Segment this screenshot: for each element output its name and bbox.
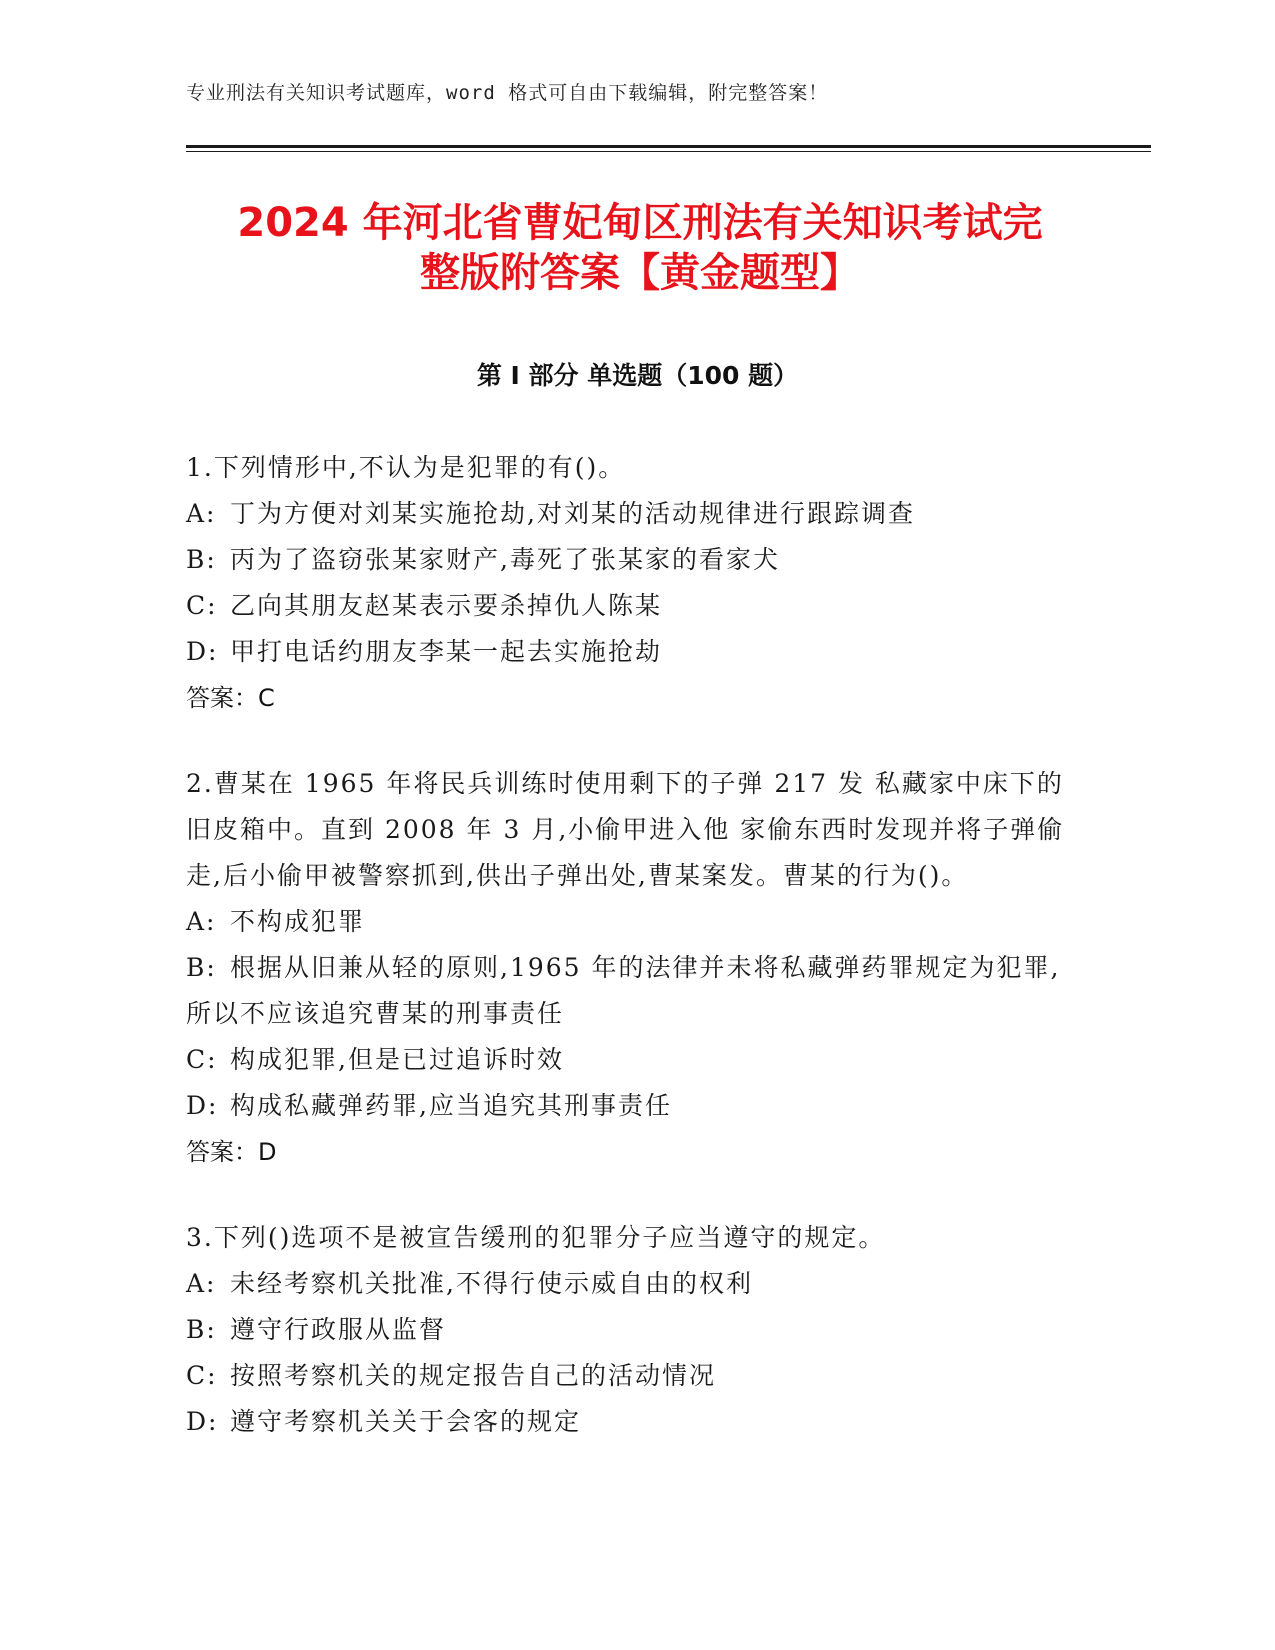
option-c	[186, 583, 1086, 629]
option-c	[186, 1037, 1086, 1083]
option-text: 未经考察机关批准,不得行使示威自由的权利	[230, 1269, 753, 1298]
option-letter: B:	[186, 1315, 217, 1344]
option-text: 丁为方便对刘某实施抢劫,对刘某的活动规律进行跟踪调查	[230, 499, 915, 528]
question-stem: 1.下列情形中,不认为是犯罪的有()。	[186, 453, 626, 482]
option-b	[186, 537, 1086, 583]
option-c	[186, 1353, 1086, 1399]
option-letter: B:	[186, 953, 217, 982]
option-a	[186, 491, 1086, 537]
option-text: 不构成犯罪	[230, 907, 366, 936]
option-text: 丙为了盗窃张某家财产,毒死了张某家的看家犬	[230, 545, 780, 574]
option-text: 乙向其朋友赵某表示要杀掉仇人陈某	[230, 591, 663, 620]
option-text: 构成犯罪,但是已过追诉时效	[230, 1045, 564, 1074]
option-d	[186, 629, 1086, 675]
option-b	[186, 945, 1086, 1037]
option-letter: A:	[186, 1269, 217, 1298]
document-title-line-1: 2024 年河北省曹妃甸区刑法有关知识考试完	[237, 200, 1043, 246]
answer-label: 答案：C	[186, 684, 275, 712]
section-heading: 第 I 部分 单选题（100 题）	[476, 361, 799, 390]
option-text: 遵守行政服从监督	[230, 1315, 447, 1344]
option-letter: D:	[186, 1091, 219, 1120]
document-title-line-2: 整版附答案【黄金题型】	[420, 250, 860, 296]
question-stem: 3.下列()选项不是被宣告缓刑的犯罪分子应当遵守的规定。	[186, 1223, 886, 1252]
option-b	[186, 1307, 1086, 1353]
document-title	[150, 198, 1130, 298]
option-letter: D:	[186, 637, 219, 666]
option-letter: D:	[186, 1407, 219, 1436]
option-letter: C:	[186, 1361, 218, 1390]
option-letter: C:	[186, 591, 218, 620]
option-d	[186, 1399, 1086, 1445]
header-note: 专业刑法有关知识考试题库，word 格式可自由下载编辑，附完整答案！	[186, 82, 829, 104]
option-letter: A:	[186, 907, 217, 936]
option-letter: A:	[186, 499, 217, 528]
option-text: 甲打电话约朋友李某一起去实施抢劫	[230, 637, 663, 666]
option-a	[186, 1261, 1086, 1307]
answer-label: 答案：D	[186, 1138, 277, 1166]
option-d	[186, 1083, 1086, 1129]
option-text: 根据从旧兼从轻的原则,1965 年的法律并未将私藏弹药罪规定为犯罪,所以不应该追究曹某的刑事责任	[186, 953, 1061, 1028]
option-text: 遵守考察机关关于会客的规定	[230, 1407, 582, 1436]
question-stem: 2.曹某在 1965 年将民兵训练时使用剩下的子弹 217 发 私藏家中床下的旧皮箱中。直到 2008 年 3 月,小偷甲进入他 家偷东西时发现并将子弹偷走,后小偷甲被警察抓到,供出子弹出处,曹某案发。曹某的行为()。	[186, 769, 1065, 890]
question-1	[186, 445, 1086, 721]
option-text: 构成私藏弹药罪,应当追究其刑事责任	[230, 1091, 672, 1120]
option-a	[186, 899, 1086, 945]
question-2	[186, 761, 1086, 1175]
option-text: 按照考察机关的规定报告自己的活动情况	[230, 1361, 717, 1390]
header-divider-thick	[186, 145, 1151, 148]
option-letter: B:	[186, 545, 217, 574]
question-list	[186, 445, 1086, 1485]
option-letter: C:	[186, 1045, 218, 1074]
question-3	[186, 1215, 1086, 1445]
header-divider-thin	[186, 151, 1151, 152]
